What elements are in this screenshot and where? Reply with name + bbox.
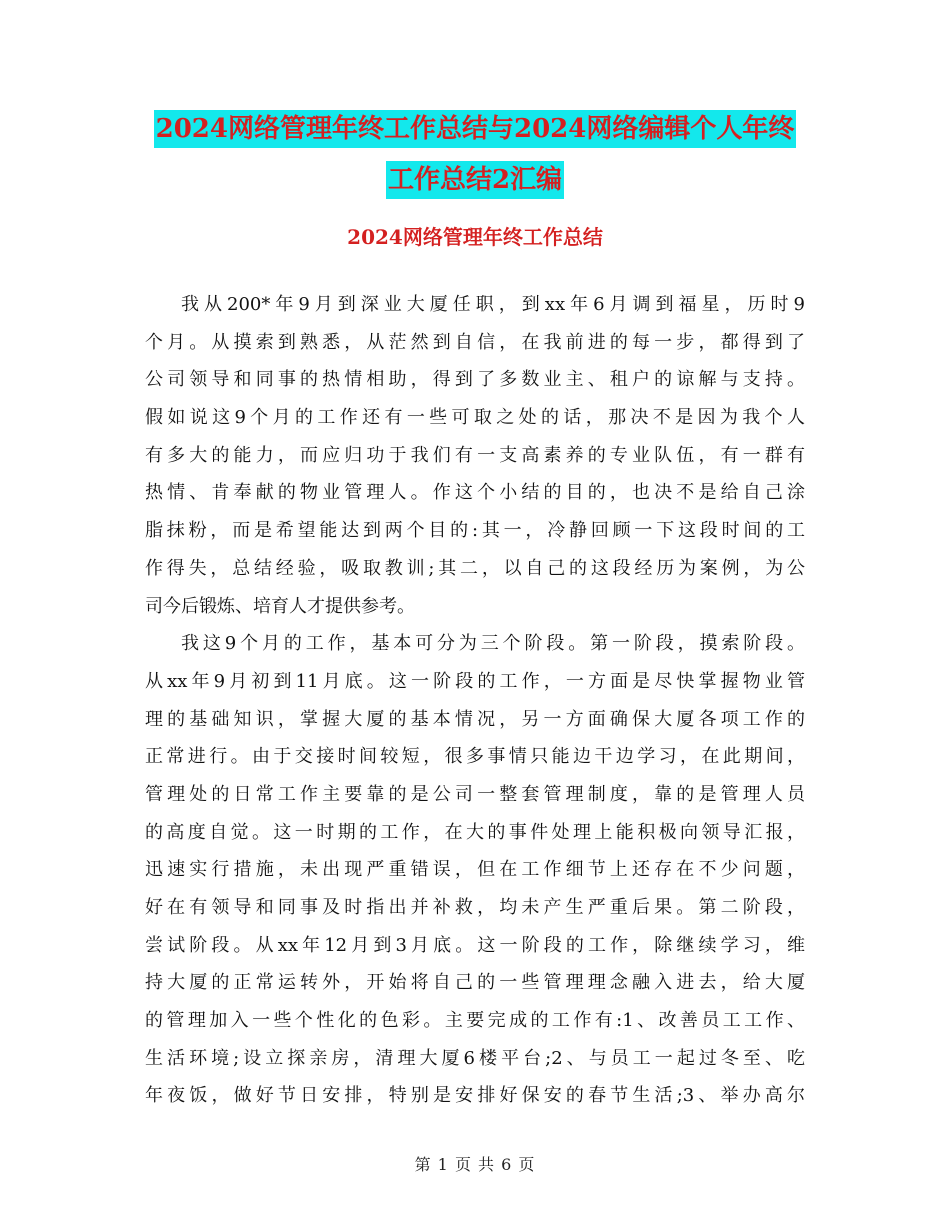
paragraph-line: 生活环境;设立探亲房，清理大厦6楼平台;2、与员工一起过冬至、吃 <box>145 1047 805 1069</box>
section-title: 2024网络管理年终工作总结 <box>347 225 603 249</box>
paragraph-line: 持大厦的正常运转外，开始将自己的一些管理理念融入进去，给大厦 <box>145 972 805 994</box>
paragraph-line: 尝试阶段。从xx年12月到3月底。这一阶段的工作，除继续学习，维 <box>145 934 805 956</box>
paragraph-line: 好在有领导和同事及时指出并补救，均未产生严重后果。第二阶段， <box>145 897 805 918</box>
paragraph-line: 迅速实行措施，未出现严重错误，但在工作细节上还存在不少问题， <box>145 859 805 881</box>
paragraph-line: 管理处的日常工作主要靠的是公司一整套管理制度，靠的是管理人员 <box>145 783 805 805</box>
paragraph-line: 从xx年9月初到11月底。这一阶段的工作，一方面是尽快掌握物业管 <box>145 670 805 692</box>
paragraph-line: 我这9个月的工作，基本可分为三个阶段。第一阶段，摸索阶段。 <box>181 633 805 655</box>
paragraph-line: 我从200*年9月到深业大厦任职，到xx年6月调到福星，历时9 <box>181 294 805 315</box>
paragraph-line: 假如说这9个月的工作还有一些可取之处的话，那决不是因为我个人 <box>145 407 805 429</box>
title-line-1: 2024网络管理年终工作总结与2024网络编辑个人年终 <box>154 110 797 148</box>
page-number-footer: 第 1 页 共 6 页 <box>414 1155 536 1174</box>
paragraph-1 <box>145 286 805 625</box>
paragraph-line: 脂抹粉，而是希望能达到两个目的:其一，冷静回顾一下这段时间的工 <box>145 520 805 542</box>
paragraph-line: 理的基础知识，掌握大厦的基本情况，另一方面确保大厦各项工作的 <box>145 708 805 730</box>
paragraph-line: 的管理加入一些个性化的色彩。主要完成的工作有:1、改善员工工作、 <box>145 1010 805 1032</box>
paragraph-line: 热情、肯奉献的物业管理人。作这个小结的目的，也决不是给自己涂 <box>145 482 805 504</box>
document-body <box>145 286 805 1115</box>
paragraph-2 <box>145 625 805 1115</box>
paragraph-line: 有多大的能力，而应归功于我们有一支高素养的专业队伍，有一群有 <box>145 444 805 466</box>
paragraph-line: 作得失，总结经验，吸取教训;其二，以自己的这段经历为案例，为公 <box>145 557 805 579</box>
document-title <box>0 110 950 199</box>
paragraph-line: 个月。从摸索到熟悉，从茫然到自信，在我前进的每一步，都得到了 <box>145 331 805 353</box>
paragraph-line: 公司领导和同事的热情相助，得到了多数业主、租户的谅解与支持。 <box>145 369 805 391</box>
paragraph-line: 的高度自觉。这一时期的工作，在大的事件处理上能积极向领导汇报， <box>145 821 805 843</box>
paragraph-line: 年夜饭，做好节日安排，特别是安排好保安的春节生活;3、举办高尔 <box>145 1085 805 1107</box>
paragraph-line: 正常进行。由于交接时间较短，很多事情只能边干边学习，在此期间， <box>145 746 805 768</box>
paragraph-line: 司今后锻炼、培育人才提供参考。 <box>145 595 415 617</box>
title-line-2: 工作总结2汇编 <box>386 161 564 199</box>
